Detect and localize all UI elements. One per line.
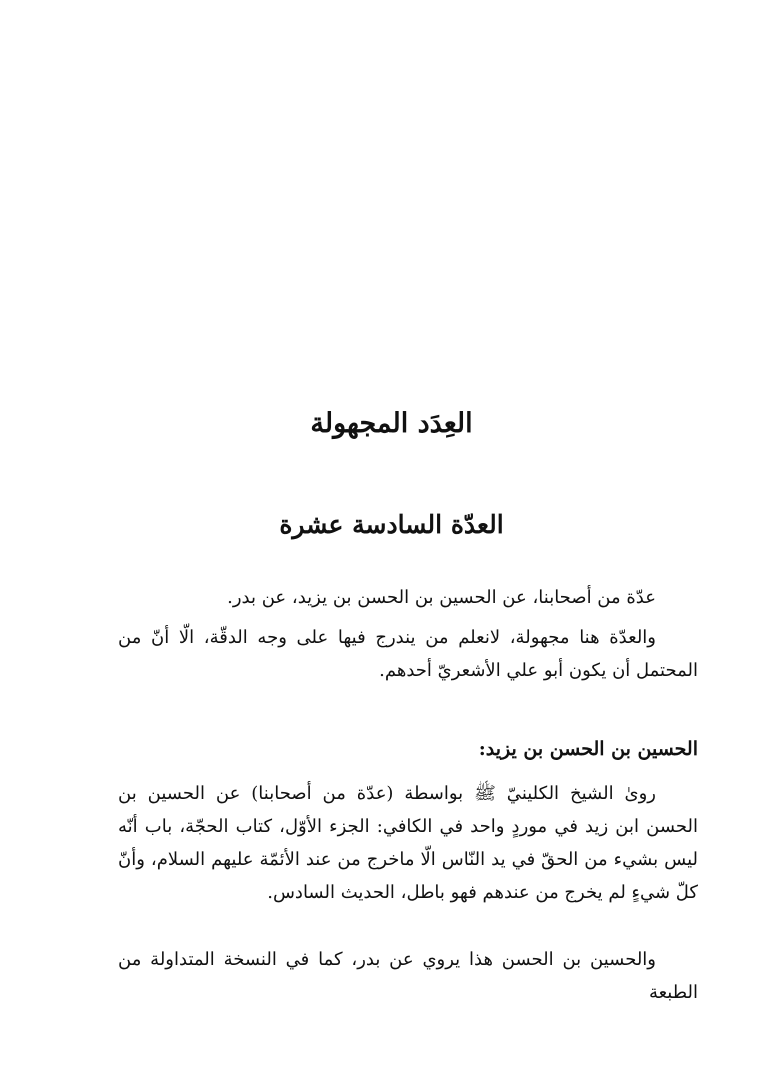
sub-title: العدّة السادسة عشرة: [279, 510, 504, 539]
paragraph-narration: روىٰ الشيخ الكلينيّ ﷺ بواسطة (عدّة من أصحابنا) عن الحسين بن الحسن ابن زيد في موردٍ واحد في الكافي: الجزء الأوّل، كتاب الحجّة، باب أنّه ليس بشيء من الحقّ في يد النّاس الّا ماخرج من عند الأئمّة عليهم السلام، وأنّ كلّ شيءٍ لم يخرج من عندهم فهو باطل، الحديث السادس.: [118, 783, 698, 903]
paragraph-explanation: والعدّة هنا مجهولة، لانعلم من يندرج فيها على وجه الدقّة، الّا أنّ من المحتمل أن يكون أبو علي الأشعريّ أحدهم.: [118, 627, 698, 681]
paragraph-continuation: والحسين بن الحسن هذا يروي عن بدر، كما في النسخة المتداولة من الطبعة: [118, 949, 698, 1003]
main-title: العِدَد المجهولة: [310, 408, 473, 439]
paragraph-chain: عدّة من أصحابنا، عن الحسين بن الحسن بن يزيد، عن بدر.: [227, 587, 656, 608]
section-heading: الحسين بن الحسن بن يزيد:: [478, 738, 698, 760]
